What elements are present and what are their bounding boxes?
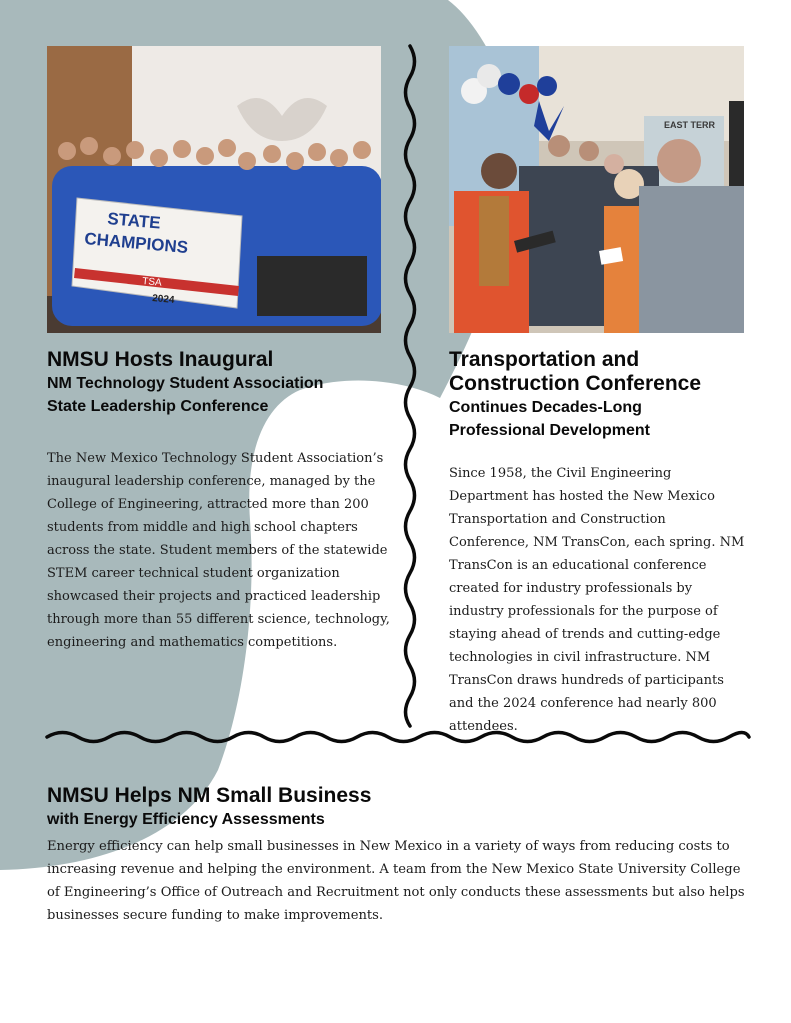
banner-text-state: STATE xyxy=(106,209,162,233)
article-subtitle-line2: State Leadership Conference xyxy=(47,398,269,415)
article-title-line2: Construction Conference xyxy=(449,372,702,395)
article-subtitle: with Energy Efficiency Assessments xyxy=(47,811,325,828)
article-body: Energy efficiency can help small businesses in New Mexico in a variety of ways from reducing costs to increasing revenue and helping the environment. A team from the New Mexico State University College of Engineering’s Office of Outreach and Recruitment not only conducts these assessments but also helps businesses secure funding to make improvements. xyxy=(47,839,745,923)
article-title: NMSU Hosts Inaugural xyxy=(47,348,274,371)
article-title-line1: Transportation and xyxy=(449,348,640,371)
article-subtitle-line1: Continues Decades-Long xyxy=(449,399,642,416)
article-subtitle-line1: NM Technology Student Association xyxy=(47,375,324,392)
article-tsa-conference xyxy=(47,348,399,654)
article-transcon xyxy=(449,348,749,738)
article-body: The New Mexico Technology Student Association’s inaugural leadership conference, managed by the College of Engineering, attracted more than 200 students from middle and high school chapters across the state. Student members of the statewide STEM career technical student organization showcased their projects and practiced leadership through more than 55 different science, technology, engineering and mathematics competitions. xyxy=(47,451,390,650)
article-energy-efficiency xyxy=(47,784,757,927)
banner-text-year: 2024 xyxy=(151,293,175,306)
team-state-champions-photo xyxy=(47,46,381,333)
article-body: Since 1958, the Civil Engineering Department has hosted the New Mexico Transportation and Construction Conference, NM TransCon, each spring. NM TransCon is an educational conference created for industry professionals by industry professionals for the purpose of staying ahead of trends and cutting-edge technologies in civil infrastructure. NM TransCon draws hundreds of participants and the 2024 conference had nearly 800 attendees. xyxy=(449,466,745,734)
banner-text-champions: CHAMPIONS xyxy=(83,229,189,258)
conference-award-photo xyxy=(449,46,744,333)
banner-text-org: TSA xyxy=(141,276,163,289)
article-subtitle-line2: Professional Development xyxy=(449,422,650,439)
article-title: NMSU Helps NM Small Business xyxy=(47,784,372,807)
wall-sign-text: EAST TERR xyxy=(664,120,716,130)
